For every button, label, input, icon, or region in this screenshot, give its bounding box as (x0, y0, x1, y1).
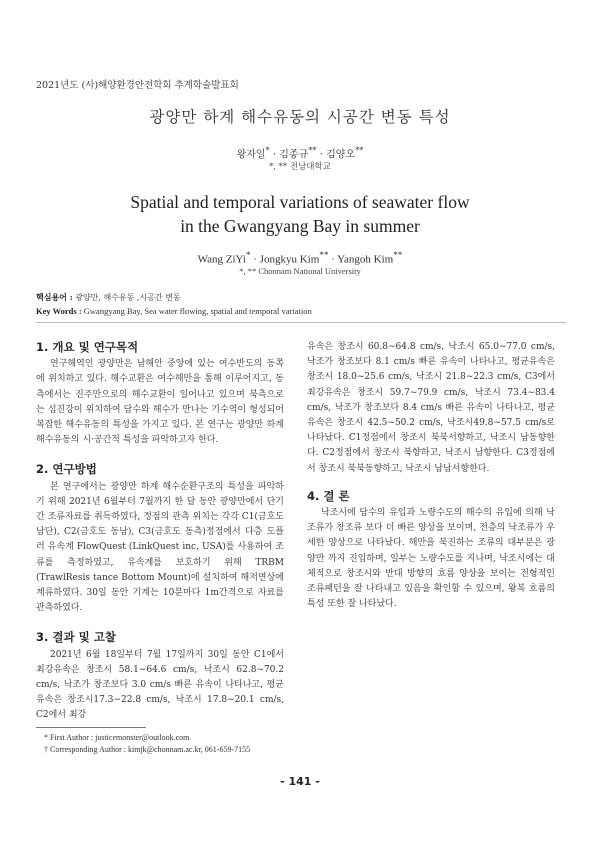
section-3-title: 3. 결과 및 고찰 (36, 630, 116, 645)
author-en-1-mark: * (245, 250, 251, 260)
page-number: - 141 - (280, 775, 320, 788)
keywords-english (36, 306, 312, 316)
author-3-mark: ** (355, 145, 364, 155)
author-en-3-mark: ** (393, 250, 403, 260)
title-english-line-2: in the Gwangyang Bay in summer (180, 216, 420, 236)
keywords-korean-text: 광양만, 해수유동 ,시공간 변동 (72, 293, 181, 302)
author-en-2: · Jongkyu Kim (250, 253, 320, 266)
conference-header: 2021년도 (사)해양환경안전학회 추계학술발표회 (36, 80, 239, 91)
author-1: 왕자일 (236, 149, 266, 161)
section-1-body: 연구해역인 광양만은 남해안 중앙에 있는 여수반도의 동쪽에 위치하고 있다. 해수교환은 여수해만을 통해 이루어지고, 동측에서는 진주만으로의 해수교환이 일어나고 있으며 북측으로는 섬진강이 위치하여 담수와 해수가 만나는 기수역이 형성되어 복잡한 해수유동의 특성을 가지고 있다. 본 연구는 광양만 하계 해수유동의 시·공간적 특성을 파악하고자 한다. (36, 359, 284, 446)
keywords-korean-label: 핵심용어 : (36, 292, 73, 302)
right-column (307, 340, 555, 612)
footnote-2-mark: † (44, 745, 48, 754)
footnote-1-text: First Author : justicemonster@outlook.com (48, 733, 190, 742)
keywords-korean (36, 292, 181, 303)
title-english (0, 190, 600, 238)
section-4-body: 낙조시에 담수의 유입과 노량수도의 해수의 유입에 의해 낙조류가 창조류 보다 더 빠른 양상을 보이며, 전층의 낙조류가 우세한 양상으로 나타났다. 해만을 북진하는 조류의 대부분은 광양만 까지 진입하며, 일부는 노량수도를 지나며, 낙조시에는 대체적으로 창조시와 반대 방향의 흐름 양상을 보이는 전형적인 조류패턴을 잘 나타내고 있음을 확인할 수 있으며, 왕복 흐름의 특성 또한 잘 나타났다. (307, 508, 555, 610)
section-1-title: 1. 개요 및 연구목적 (36, 340, 139, 354)
author-3: · 김양오 (316, 149, 356, 161)
footnote-1-mark: * (44, 733, 48, 742)
footnote-divider (36, 727, 146, 728)
affiliation-korean: *, ** 전남대학교 (269, 162, 331, 172)
keywords-english-label: Key Words : (36, 306, 82, 316)
author-2: · 김종규 (269, 149, 309, 161)
footnote-first-author (44, 733, 189, 742)
section-4-title: 4. 결 론 (307, 488, 350, 503)
header-divider (36, 322, 566, 323)
section-2-title: 2. 연구방법 (36, 462, 97, 477)
authors-english (0, 250, 600, 266)
author-2-mark: ** (308, 145, 317, 155)
affiliation-english: *, ** Chonnam National University (239, 266, 361, 276)
author-1-mark: * (265, 145, 270, 155)
title-english-line-1: Spatial and temporal variations of seawater flow (130, 192, 470, 212)
author-en-1: Wang ZiYi (197, 253, 246, 266)
left-column (36, 340, 284, 724)
author-en-2-mark: ** (319, 250, 329, 260)
title-korean: 광양만 하계 해수유동의 시공간 변동 특성 (149, 108, 451, 126)
section-3-body-left: 2021년 6월 18일부터 7월 17일까지 30일 동안 C1에서 최강유속은 창조시 58.1∼64.6 cm/s, 낙조시 62.8∼70.2 cm/s, 낙조가 창조보다 3.0 cm/s 빠른 유속이 나타나고, 평균유속은 창조시17.3∼22.8 cm/s, 낙조시 17.8∼20.1 cm/s, C2에서 최강 (36, 649, 284, 721)
footnote-2-text: Corresponding Author : kimjk@chonnam.ac.kr, 061-659-7155 (48, 745, 251, 754)
authors-korean (0, 145, 600, 160)
section-2-body: 본 연구에서는 광양만 하계 해수순환구조의 특성을 파악하기 위해 2021년 6월부터 7월까지 한 달 동안 광양만에서 단기간 조류자료를 취득하였다, 정점의 관측 위치는 각각 C1(금호도 남단), C2(금호도 동남), C3(금호도 동측)정점에서 다층 도플러 유속계 FlowQuest (LinkQuest inc, USA)를 사용하여 조류를 측정하였고, 유속계를 보호하기 위해 TRBM (TrawlResis tance Bottom Mount)에 설치하여 해저면상에 계류하였다. 30일 동안 기계는 10분마다 1m간격으로 자료를 관측하였다. (36, 481, 284, 614)
footnote-corresponding-author (44, 745, 250, 754)
section-3-body-right: 유속은 창조시 60.8∼64.8 cm/s, 낙조시 65.0∼77.0 cm/s, 낙조가 창조보다 8.1 cm/s 빠른 유속이 나타나고, 평균유속은 창조시 18.0∼25.6 cm/s, 낙조시 21.8∼22.3 cm/s, C3에서 최강유속은 창조시 59.7∼79.9 cm/s, 낙조시 73.4∼83.4 cm/s, 낙조가 창조보다 8.4 cm/s 빠른 유속이 나타나고, 평균유속은 창조시 42.5∼50.2 cm/s, 낙조시49.8∼57.5 cm/s로 나타났다. C1정점에서 창조시 북북서향하고, 낙조시 남동향한다. C2정점에서 창조시 북향하고, 낙조시 남향한다. C3정점에서 창조시 북북동향하고, 낙조시 남남서향한다. (307, 342, 555, 474)
keywords-english-text: Gwangyang Bay, Sea water flowing, spatial and temporal variation (81, 306, 312, 316)
author-en-3: · Yangoh Kim (328, 253, 394, 266)
